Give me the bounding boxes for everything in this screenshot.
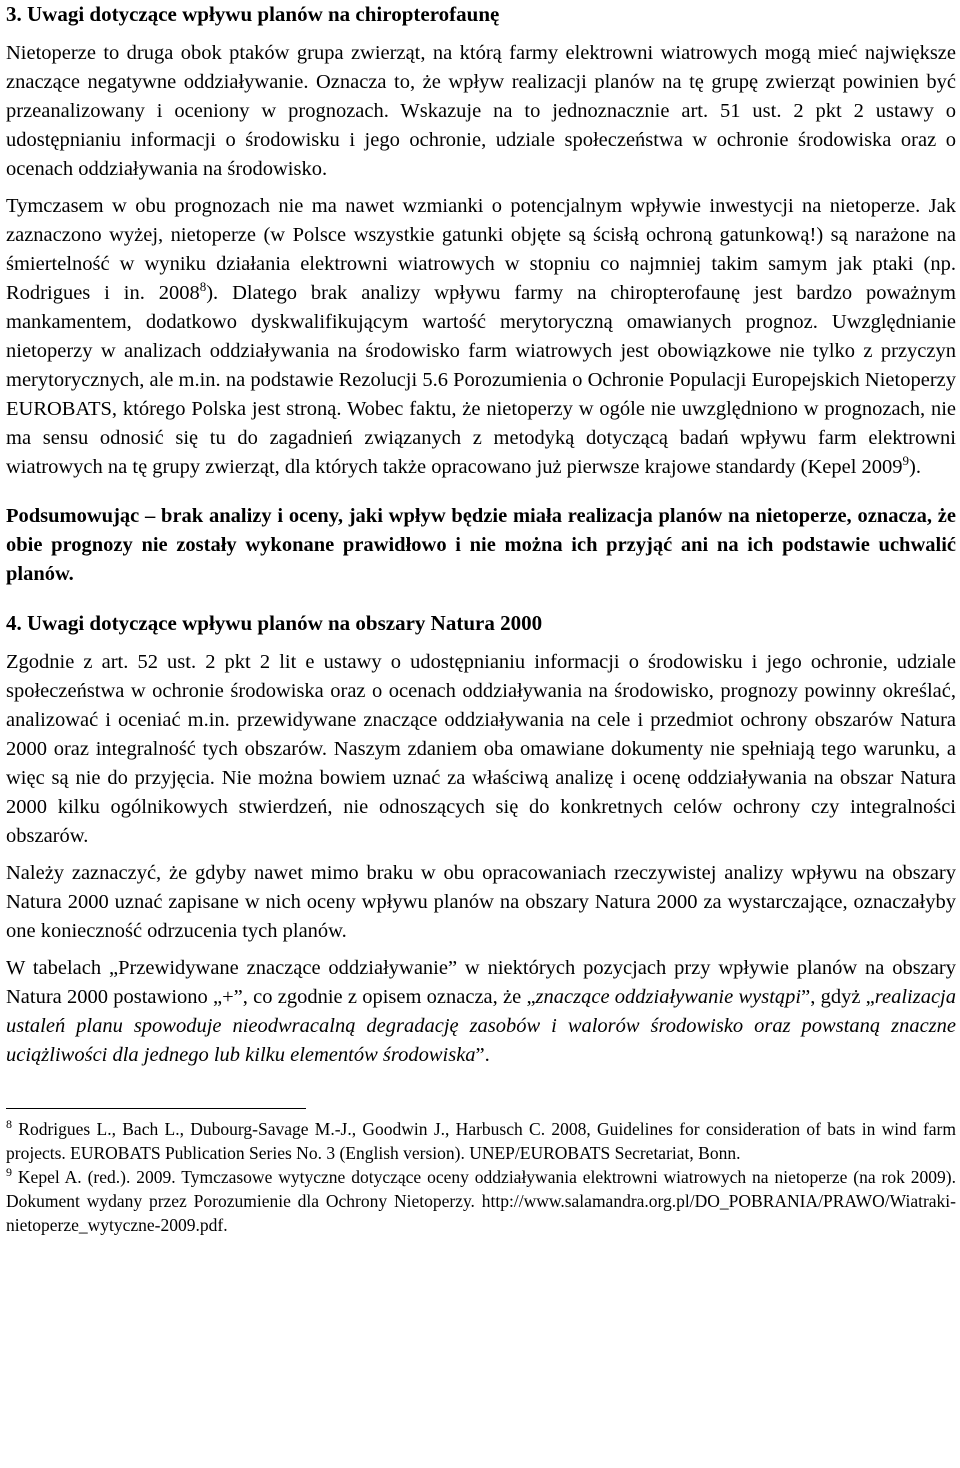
paragraph-text: ”.	[475, 1044, 490, 1066]
document-page	[6, 0, 956, 1237]
paragraph-text: Tymczasem w obu prognozach nie ma nawet wzmianki o potencjalnym wpływie inwestycji na nietoperze. Jak zaznaczono wyżej, nietoperze (w Polsce wszystkie gatunki objęte są ścisłą ochroną gatunkową!) są narażone na śmiertelność w wyniku działania elektrowni wiatrowych w stopniu co najmniej takim samym jak ptaki (np. Rodrigues i in. 2008	[6, 195, 956, 304]
footnote-text: Rodrigues L., Bach L., Dubourg-Savage M.-J., Goodwin J., Harbusch C. 2008, Guidelines for consideration of bats in wind farm projects. EUROBATS Publication Series No. 3 (English version). UNEP/EUROBATS Secretariat, Bonn.	[6, 1119, 956, 1163]
quoted-italic-text: znaczące oddziaływanie wystąpi	[535, 986, 802, 1008]
footnote-mark: 8	[6, 1117, 12, 1132]
footnote-ref-9[interactable]: 9	[902, 453, 910, 469]
section-4-paragraph-1: Zgodnie z art. 52 ust. 2 pkt 2 lit e ustawy o udostępnianiu informacji o środowisku i jego ochronie, udziale społeczeństwa w ochronie środowiska oraz o ocenach oddziaływania na środowisko, prognozy powinny określać, analizować i oceniać m.in. przewidywane znaczące oddziaływania na cele i przedmiot ochrony obszarów Natura 2000 oraz integralność tych obszarów. Naszym zdaniem oba omawiane dokumenty nie spełniają tego warunku, a więc są nie do przyjęcia. Nie można bowiem uznać za właściwą analizę i ocenę oddziaływania na obszar Natura 2000 kilku ogólnikowych stwierdzeń, nie odnoszących się do konkretnych celów ochrony czy integralności obszarów.	[6, 651, 956, 847]
paragraph-text: ).	[909, 456, 921, 478]
section-3-heading: 3. Uwagi dotyczące wpływu planów na chiropterofaunę	[6, 2, 500, 26]
quoted-italic-text: realizacja ustaleń planu spowoduje nieodwracalną degradację zasobów i walorów środowisko oraz powstaną znaczne uciążliwości dla jednego lub kilku elementów środowiska	[6, 986, 956, 1066]
section-4-paragraph-3	[6, 954, 956, 1070]
section-4-paragraph-2: Należy zaznaczyć, że gdyby nawet mimo braku w obu opracowaniach rzeczywistej analizy wpływu na obszary Natura 2000 uznać zapisane w nich oceny wpływu planów na obszary Natura 2000 za wystarczające, oznaczałyby one konieczność odrzucenia tych planów.	[6, 862, 956, 942]
paragraph-text: W tabelach „Przewidywane znaczące oddziaływanie” w niektórych pozycjach przy wpływie planów na obszary Natura 2000 postawiono „+”, co zgodnie z opisem oznacza, że „	[6, 957, 956, 1008]
paragraph-text: ). Dlatego brak analizy wpływu farmy na chiropterofaunę jest bardzo poważnym mankamentem, dodatkowo dyskwalifikującym wartość merytoryczną omawianych prognoz. Uwzględnianie nietoperzy w analizach oddziaływania na środowisko farm wiatrowych jest obowiązkowe nie tylko z przyczyn merytorycznych, ale m.in. na podstawie Rezolucji 5.6 Porozumienia o Ochronie Populacji Europejskich Nietoperzy EUROBATS, którego Polska jest stroną. Wobec faktu, że nietoperzy w ogóle nie uwzględniono w prognozach, nie ma sensu odnosić się tu do zagadnień związanych z metodyką dotyczącą badań wpływu farm elektrowni wiatrowych na tę grupy zwierząt, dla których także opracowano już pierwsze krajowe standardy (Kepel 2009	[6, 282, 956, 478]
footnotes	[6, 1117, 956, 1237]
paragraph-text: ”, gdyż „	[801, 986, 875, 1008]
footnote-mark: 9	[6, 1165, 12, 1180]
section-4-heading: 4. Uwagi dotyczące wpływu planów na obszary Natura 2000	[6, 611, 543, 635]
section-3-paragraph-2	[6, 192, 956, 482]
footnote-8	[6, 1117, 956, 1165]
footnote-9	[6, 1165, 956, 1237]
section-3-paragraph-1: Nietoperze to druga obok ptaków grupa zwierząt, na którą farmy elektrowni wiatrowych mogą mieć największe znaczące negatywne oddziaływanie. Oznacza to, że wpływ realizacji planów na tę grupę zwierząt powinien być przeanalizowany i oceniony w prognozach. Wskazuje na to jednoznacznie art. 51 ust. 2 pkt 2 ustawy o udostępnianiu informacji o środowisku i jego ochronie, udziale społeczeństwa w ochronie środowiska oraz o ocenach oddziaływania na środowisko.	[6, 42, 956, 180]
section-3-summary: Podsumowując – brak analizy i oceny, jaki wpływ będzie miała realizacja planów na nietoperze, oznacza, że obie prognozy nie zostały wykonane prawidłowo i nie można ich przyjąć ani na ich podstawie uchwalić planów.	[6, 505, 956, 585]
footnote-text: Kepel A. (red.). 2009. Tymczasowe wytyczne dotyczące oceny oddziaływania elektrowni wiatrowych na nietoperze (na rok 2009). Dokument wydany przez Porozumienie dla Ochrony Nietoperzy. http://www.salamandra.org.pl/DO_POBRANIA/PRAWO/Wiatraki-nietoperze_wytyczne-2009.pdf.	[6, 1167, 956, 1235]
footnote-ref-8[interactable]: 8	[199, 279, 207, 295]
